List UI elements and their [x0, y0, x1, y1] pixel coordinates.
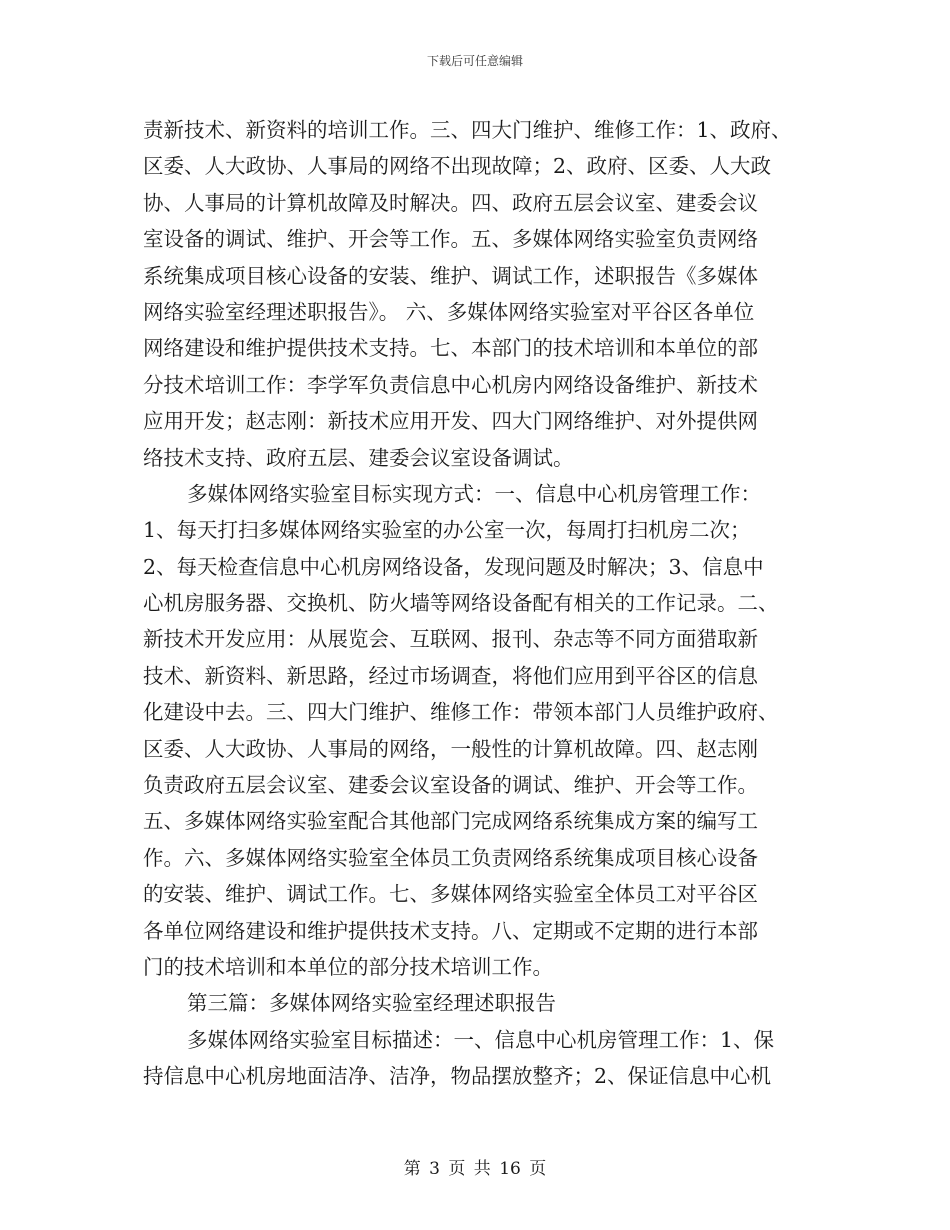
paragraph	[143, 985, 823, 1021]
page-header-note: 下载后可任意编辑	[426, 54, 523, 68]
text-line: 1、每天打扫多媒体网络实验室的办公室一次，每周打扫机房二次；	[143, 518, 751, 543]
document-body	[143, 112, 823, 1095]
text-line: 多媒体网络实验室目标实现方式：一、信息中心机房管理工作：	[187, 481, 761, 506]
text-line: 协、人事局的计算机故障及时解决。四、政府五层会议室、建委会议	[143, 190, 758, 215]
text-line: 门的技术培训和本单位的部分技术培训工作。	[143, 954, 553, 979]
text-line: 各单位网络建设和维护提供技术支持。八、定期或不定期的进行本部	[143, 918, 758, 943]
text-line: 作。六、多媒体网络实验室全体员工负责网络系统集成项目核心设备	[143, 845, 758, 870]
text-line: 应用开发；赵志刚：新技术应用开发、四大门网络维护、对外提供网	[143, 409, 758, 434]
page-number-footer: 第 3 页 共 16 页	[403, 1159, 547, 1179]
text-line: 五、多媒体网络实验室配合其他部门完成网络系统集成方案的编写工	[143, 809, 758, 834]
text-line: 区委、人大政协、人事局的网络，一般性的计算机故障。四、赵志刚	[143, 736, 758, 761]
text-line: 区委、人大政协、人事局的网络不出现故障；2、政府、区委、人大政	[143, 154, 772, 179]
text-line: 2、每天检查信息中心机房网络设备，发现问题及时解决；3、信息中	[143, 554, 764, 579]
text-line: 分技术培训工作：李学军负责信息中心机房内网络设备维护、新技术	[143, 372, 758, 397]
text-line: 第三篇：多媒体网络实验室经理述职报告	[187, 991, 556, 1016]
text-line: 负责政府五层会议室、建委会议室设备的调试、维护、开会等工作。	[143, 773, 758, 798]
text-line: 系统集成项目核心设备的安装、维护、调试工作，述职报告《多媒体	[143, 263, 758, 288]
text-line: 的安装、维护、调试工作。七、多媒体网络实验室全体员工对平谷区	[143, 882, 758, 907]
text-line: 技术、新资料、新思路，经过市场调查，将他们应用到平谷区的信息	[143, 663, 758, 688]
text-line: 网络建设和维护提供技术支持。七、本部门的技术培训和本单位的部	[143, 336, 758, 361]
paragraph	[143, 112, 823, 476]
text-line: 络技术支持、政府五层、建委会议室设备调试。	[143, 445, 574, 470]
text-line: 心机房服务器、交换机、防火墙等网络设备配有相关的工作记录。二、	[143, 591, 779, 616]
text-line: 网络实验室经理述职报告》。 六、多媒体网络实验室对平谷区各单位	[143, 299, 755, 324]
paragraph	[143, 1022, 823, 1095]
text-line: 多媒体网络实验室目标描述：一、信息中心机房管理工作：1、保	[187, 1027, 775, 1052]
paragraph	[143, 476, 823, 985]
text-line: 责新技术、新资料的培训工作。三、四大门维护、维修工作：1、政府、	[143, 118, 792, 142]
text-line: 持信息中心机房地面洁净、洁净，物品摆放整齐；2、保证信息中心机	[143, 1064, 772, 1089]
text-line: 新技术开发应用：从展览会、互联网、报刊、杂志等不同方面猎取新	[143, 627, 758, 652]
text-line: 化建设中去。三、四大门维护、维修工作：带领本部门人员维护政府、	[143, 700, 779, 725]
text-line: 室设备的调试、维护、开会等工作。五、多媒体网络实验室负责网络	[143, 227, 758, 252]
